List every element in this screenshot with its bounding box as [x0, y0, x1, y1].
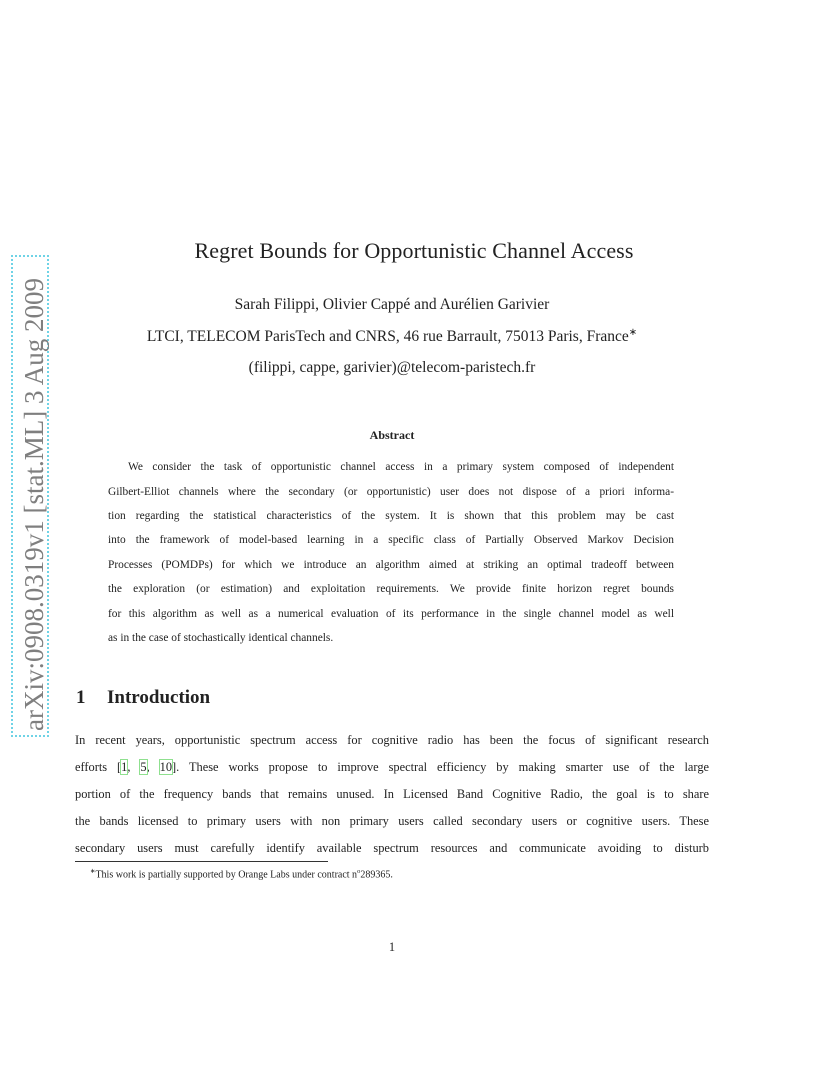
intro-line: portion of the frequency bands that remains unused. In Licensed Band Cognitive Radio, the goal is to share: [75, 787, 709, 801]
affiliation-footnote-mark: ∗: [628, 327, 638, 338]
abstract-line: Gilbert-Elliot channels where the secondary (or opportunistic) user does not dispose of a priori informa-: [108, 486, 674, 498]
author-email: (filippi, cappe, garivier)@telecom-paristech.fr: [248, 359, 536, 376]
paper-title: Regret Bounds for Opportunistic Channel Access: [194, 238, 634, 263]
abstract-heading: Abstract: [369, 428, 415, 442]
abstract-line: as in the case of stochastically identical channels.: [108, 632, 334, 644]
section-title: Introduction: [107, 687, 211, 708]
footnote-text: This work is partially supported by Orange Labs under contract n: [95, 869, 358, 881]
citation-link[interactable]: 5: [140, 760, 147, 774]
author-list: Sarah Filippi, Olivier Cappé and Aurélien Garivier: [234, 296, 550, 313]
footnote-mark: ∗: [90, 868, 96, 875]
citation-separator: ,: [146, 760, 160, 774]
abstract-line: We consider the task of opportunistic channel access in a primary system composed of independent: [128, 461, 674, 473]
footnote-superscript: o: [357, 868, 361, 875]
footnote-number: 289365.: [360, 869, 393, 881]
abstract-line: Processes (POMDPs) for which we introduce an algorithm aimed at striking an optimal tradeoff between: [108, 559, 674, 571]
intro-text: efforts [: [75, 760, 122, 774]
page-number: 1: [388, 940, 396, 954]
intro-line: [75, 760, 709, 775]
arxiv-stamp: arXiv:0908.0319v1 [stat.ML] 3 Aug 2009: [19, 278, 49, 731]
abstract-line: for this algorithm as well as a numerical evaluation of its performance in the single channel model as well: [108, 608, 674, 620]
footnote-divider: [75, 861, 328, 862]
footnote: [90, 867, 393, 880]
intro-text: ]. These works propose to improve spectral efficiency by making smarter use of the large: [172, 760, 710, 774]
citation-link[interactable]: 1: [121, 760, 128, 774]
intro-line: secondary users must carefully identify available spectrum resources and communicate avoiding to disturb: [75, 841, 709, 855]
citation-link[interactable]: 10: [159, 760, 173, 774]
abstract-line: into the framework of model-based learning in a specific class of Partially Observed Markov Decision: [108, 534, 674, 546]
abstract-line: tion regarding the statistical characteristics of the system. It is shown that this problem may be cast: [108, 510, 674, 522]
affiliation: [0, 327, 784, 346]
section-heading: [76, 687, 210, 709]
abstract-line: the exploration (or estimation) and exploitation requirements. We provide finite horizon regret bounds: [108, 583, 674, 595]
affiliation-text: LTCI, TELECOM ParisTech and CNRS, 46 rue Barrault, 75013 Paris, France: [146, 328, 629, 346]
citation-separator: ,: [127, 760, 141, 774]
intro-line: In recent years, opportunistic spectrum access for cognitive radio has been the focus of significant research: [75, 733, 709, 747]
intro-line: the bands licensed to primary users with non primary users called secondary users or cognitive users. These: [75, 814, 709, 828]
section-number: 1: [76, 687, 86, 708]
